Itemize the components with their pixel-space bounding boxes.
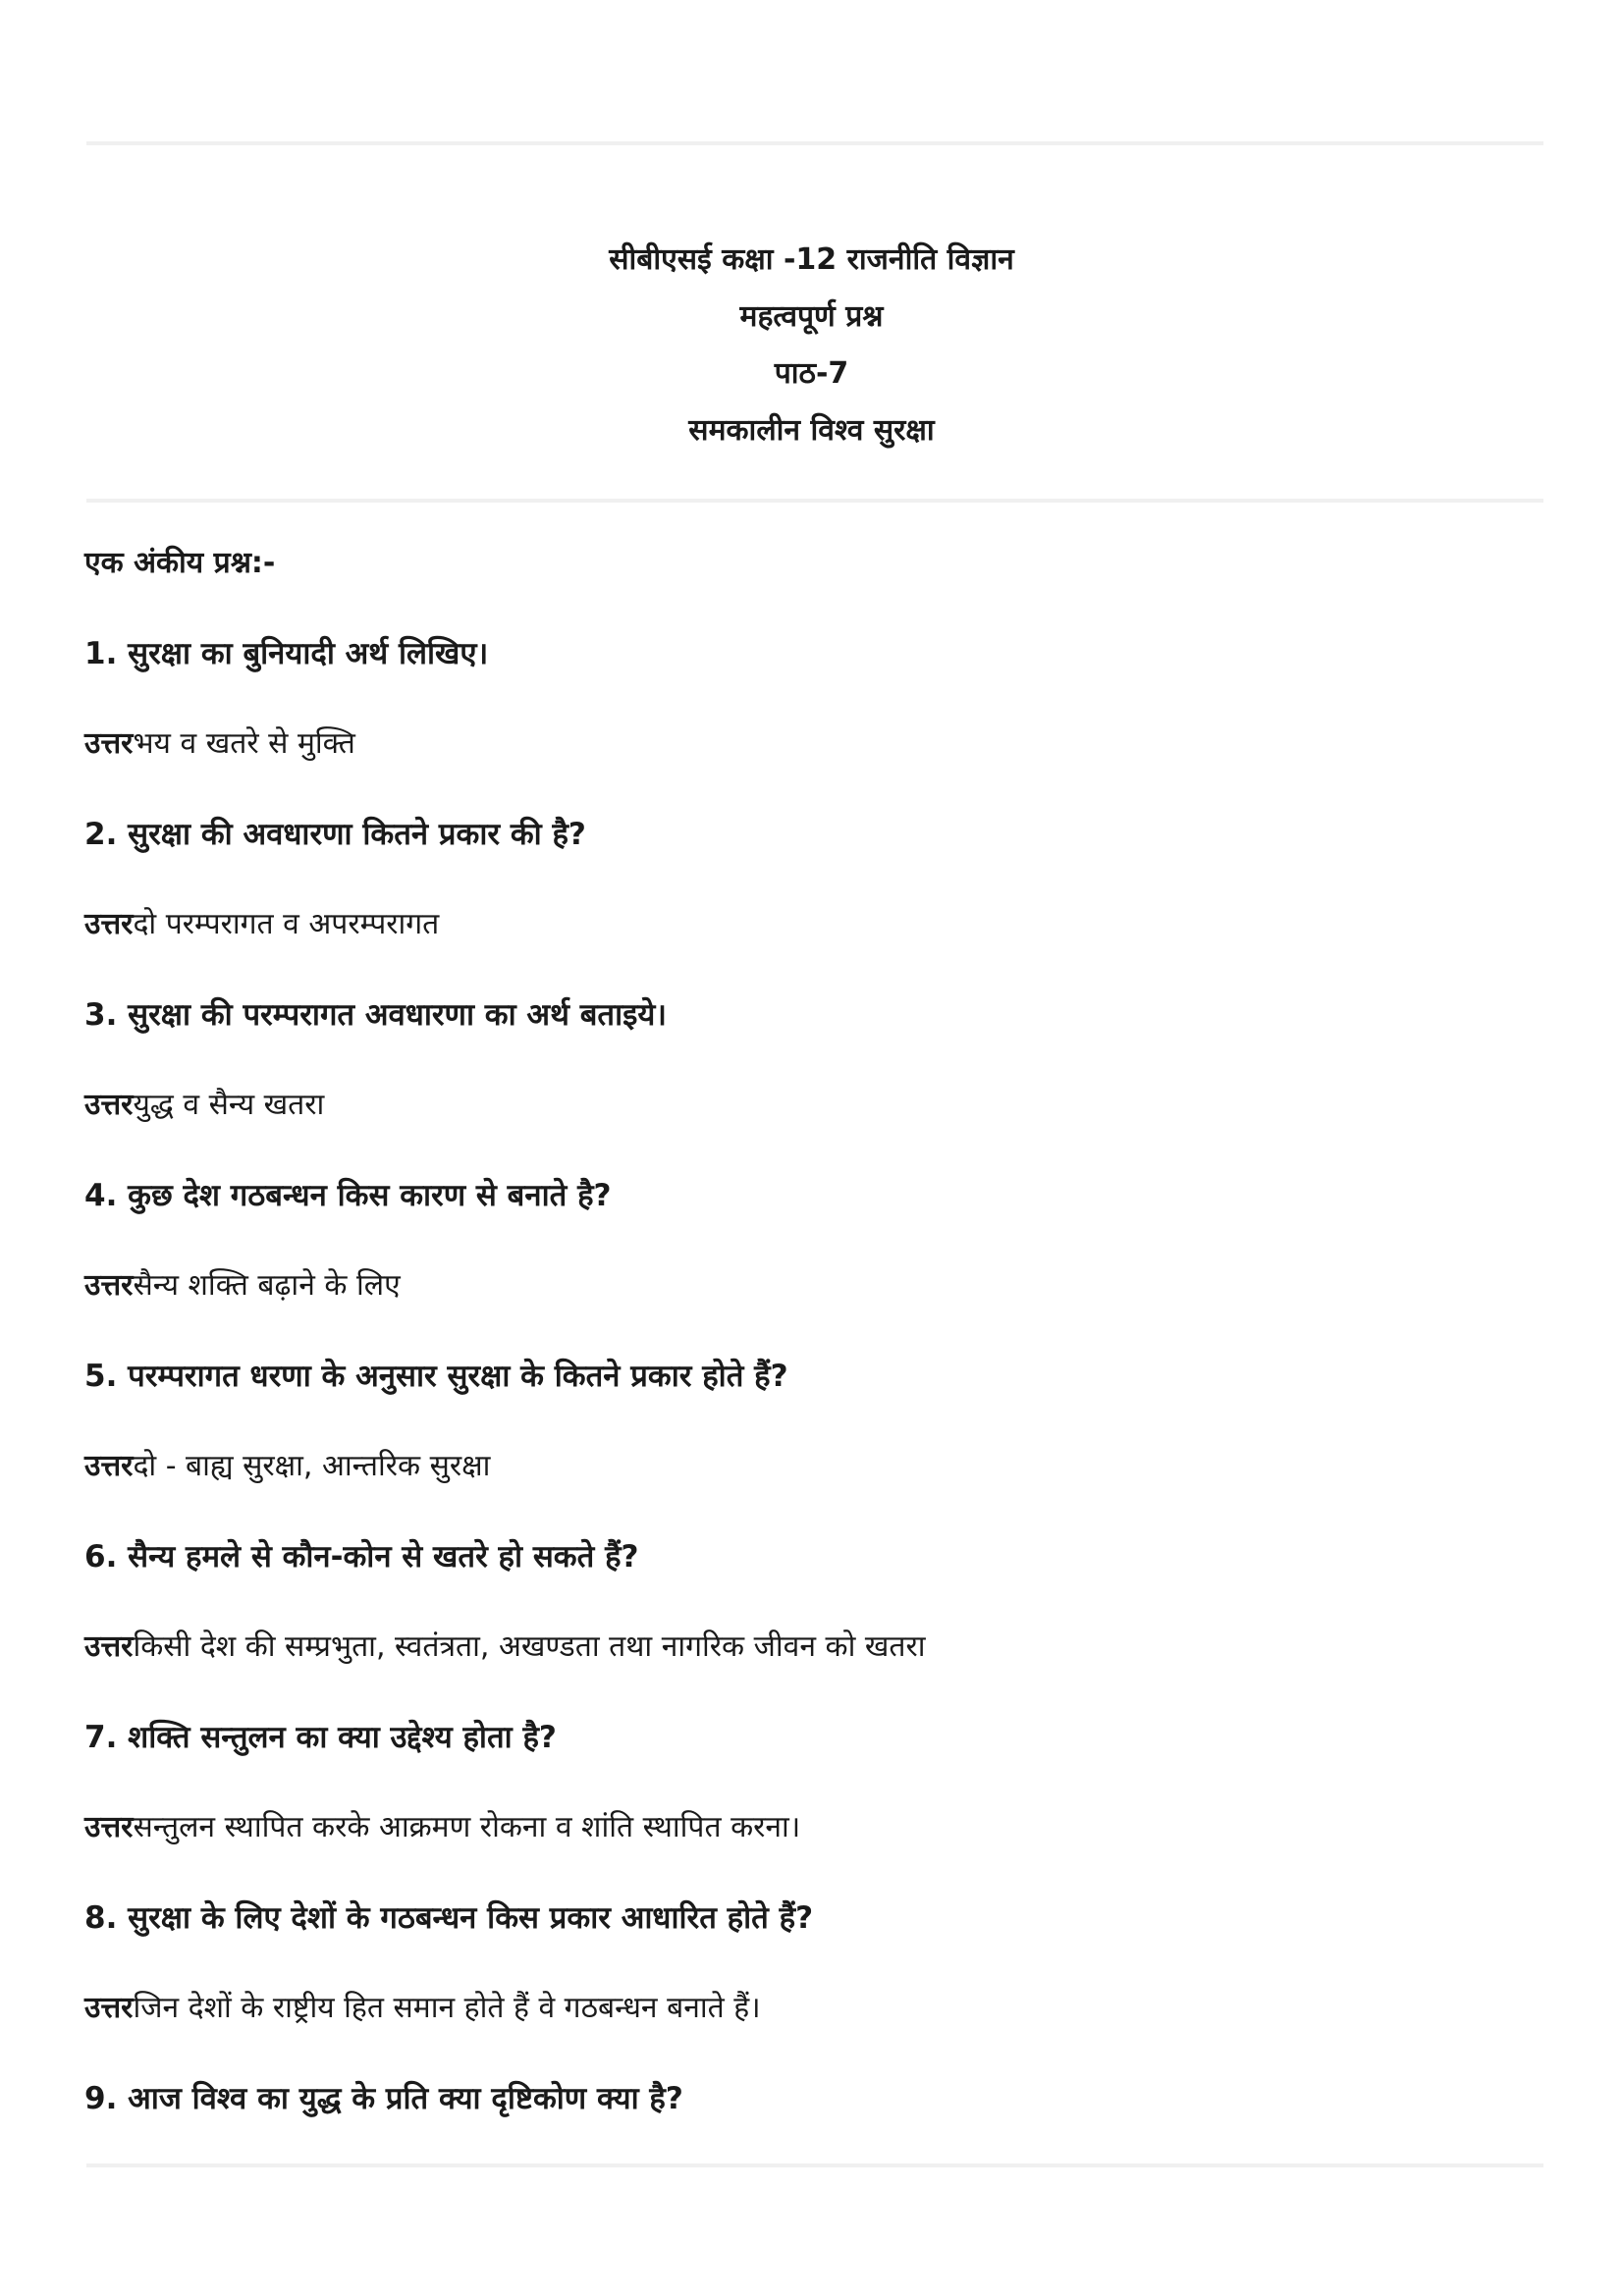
answer (84, 1980, 1538, 2070)
question-list (84, 535, 1538, 2161)
answer-label: उत्तर (84, 1629, 134, 1664)
answer-label: उत्तर (84, 1268, 134, 1303)
answer-label: उत्तर (84, 726, 134, 761)
answer (84, 1619, 1538, 1709)
answer (84, 1077, 1538, 1167)
bottom-divider (86, 2163, 1543, 2167)
answer (84, 1799, 1538, 1890)
question: 9. आज विश्व का युद्ध के प्रति क्या दृष्टिकोण क्या है? (84, 2081, 683, 2116)
document-header (0, 232, 1623, 459)
question: 3. सुरक्षा की परम्परागत अवधारणा का अर्थ बताइये। (84, 997, 668, 1033)
qa-item (84, 987, 1538, 1167)
header-chapter-title: समकालीन विश्व सुरक्षा (688, 413, 935, 448)
answer-text: सन्तुलन स्थापित करके आक्रमण रोकना व शांति स्थापित करना। (133, 1810, 801, 1844)
qa-item (84, 1167, 1538, 1348)
top-divider (86, 141, 1543, 145)
answer-text: दो - बाह्य सुरक्षा, आन्तरिक सुरक्षा (133, 1449, 491, 1483)
answer-label: उत्तर (84, 1810, 134, 1844)
answer (84, 896, 1538, 987)
question: 5. परम्परागत धरणा के अनुसार सुरक्षा के कितने प्रकार होते हैं? (84, 1359, 788, 1394)
question: 6. सैन्य हमले से कौन-कोन से खतरे हो सकते हैं? (84, 1539, 639, 1575)
answer-text: किसी देश की सम्प्रभुता, स्वतंत्रता, अखण्डता तथा नागरिक जीवन को खतरा (133, 1629, 926, 1664)
answer-text: सैन्य शक्ति बढ़ाने के लिए (133, 1268, 401, 1303)
header-divider (86, 499, 1543, 503)
question: 2. सुरक्षा की अवधारणा कितने प्रकार की है? (84, 817, 586, 852)
answer (84, 1438, 1538, 1528)
answer-label: उत्तर (84, 1991, 134, 2025)
qa-item (84, 1528, 1538, 1709)
qa-item (84, 625, 1538, 806)
answer-label: उत्तर (84, 907, 134, 941)
answer (84, 1257, 1538, 1348)
answer-text: जिन देशों के राष्ट्रीय हित समान होते हैं वे गठबन्धन बनाते हैं। (133, 1991, 761, 2025)
header-important-questions: महत्वपूर्ण प्रश्न (739, 299, 884, 334)
qa-item (84, 1890, 1538, 2070)
qa-item (84, 806, 1538, 987)
header-board-class-subject: सीबीएसई कक्षा -12 राजनीति विज्ञान (609, 242, 1014, 277)
answer-label: उत्तर (84, 1449, 134, 1483)
header-chapter-number: पाठ-7 (774, 356, 849, 391)
qa-item (84, 1348, 1538, 1528)
answer-text: भय व खतरे से मुक्ति (133, 726, 355, 761)
qa-item (84, 1709, 1538, 1890)
answer-text: युद्ध व सैन्य खतरा (133, 1088, 325, 1122)
question: 7. शक्ति सन्तुलन का क्या उद्देश्य होता है? (84, 1720, 557, 1755)
answer-text: दो परम्परागत व अपरम्परागत (133, 907, 440, 941)
section-label: एक अंकीय प्रश्न:- (84, 546, 276, 580)
answer (84, 716, 1538, 806)
qa-item (84, 2070, 1538, 2161)
question: 1. सुरक्षा का बुनियादी अर्थ लिखिए। (84, 636, 489, 671)
question: 4. कुछ देश गठबन्धन किस कारण से बनाते है? (84, 1178, 612, 1213)
answer-label: उत्तर (84, 1088, 134, 1122)
question: 8. सुरक्षा के लिए देशों के गठबन्धन किस प्रकार आधारित होते हैं? (84, 1900, 814, 1936)
